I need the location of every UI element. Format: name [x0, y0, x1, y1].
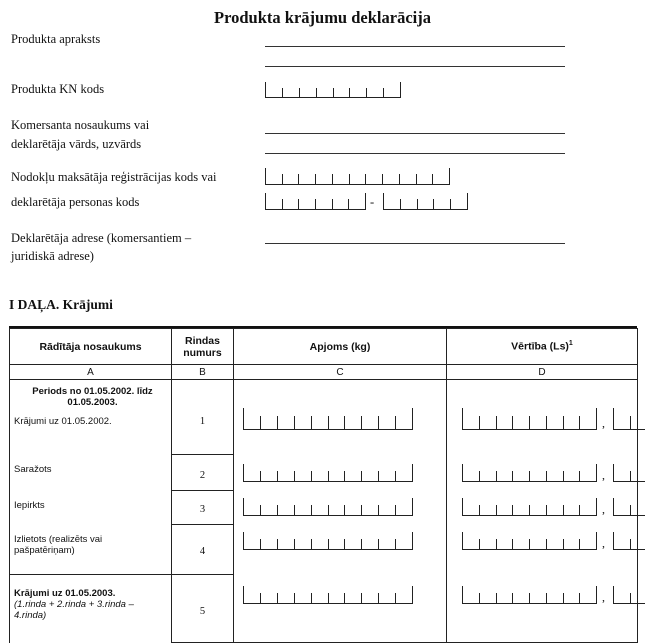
value-cents-4[interactable] — [613, 532, 645, 550]
volume-input-1[interactable] — [243, 408, 413, 430]
period-heading: Periods no 01.05.2002. līdz 01.05.2003. — [32, 386, 153, 408]
row-label-2: Saražots — [14, 464, 52, 475]
row-label-5: Krājumi uz 01.05.2003. (1.rinda + 2.rinda + 3.rinda – 4.rinda) — [14, 588, 134, 621]
merchant-name-label-1: Komersanta nosaukums vai — [11, 118, 150, 132]
row-number-2: 2 — [199, 470, 206, 481]
volume-input-5[interactable] — [243, 586, 413, 604]
row-label-3: Iepirkts — [14, 500, 45, 511]
product-description-line-2[interactable] — [265, 66, 565, 67]
column-letter-a: A — [10, 365, 172, 380]
tax-code-boxes[interactable] — [265, 168, 450, 185]
merchant-name-line-2[interactable] — [265, 153, 565, 154]
tax-code-label: Nodokļu maksātāja reģistrācijas kods vai — [11, 170, 217, 184]
section-title: I DAĻA. Krājumi — [9, 297, 113, 312]
value-input-1[interactable] — [462, 408, 597, 430]
personal-code-label: deklarētāja personas kods — [11, 195, 140, 209]
volume-input-3[interactable] — [243, 498, 413, 516]
decimal-separator-5: , — [602, 590, 605, 604]
row-number-5: 5 — [199, 606, 206, 617]
value-column — [447, 380, 638, 643]
value-cents-3[interactable] — [613, 498, 645, 516]
row-label-4: Izlietots (realizēts vai pašpatēriņam) — [14, 534, 103, 556]
address-label-1: Deklarētāja adrese (komersantiem – — [11, 231, 192, 245]
value-cents-5[interactable] — [613, 586, 645, 604]
decimal-separator-4: , — [602, 536, 605, 550]
decimal-separator-3: , — [602, 502, 605, 516]
value-cents-2[interactable] — [613, 464, 645, 482]
row-number-1: 1 — [199, 416, 206, 427]
product-description-label: Produkta apraksts — [11, 32, 101, 46]
indicator-column — [10, 380, 172, 643]
volume-input-2[interactable] — [243, 464, 413, 482]
personal-code-boxes-1[interactable] — [265, 193, 366, 210]
row-number-column — [172, 380, 234, 643]
volume-column — [234, 380, 447, 643]
value-input-5[interactable] — [462, 586, 597, 604]
value-input-2[interactable] — [462, 464, 597, 482]
value-cents-1[interactable] — [613, 408, 645, 430]
kn-code-boxes[interactable] — [265, 82, 401, 98]
row-label-1: Krājumi uz 01.05.2002. — [14, 416, 112, 427]
row-number-3: 3 — [199, 504, 206, 515]
decimal-separator-2: , — [602, 468, 605, 482]
personal-code-separator: - — [370, 195, 375, 209]
column-letter-d: D — [447, 365, 638, 380]
column-letter-c: C — [234, 365, 447, 380]
header-row-number: Rindas numurs — [172, 329, 234, 365]
column-letter-b: B — [172, 365, 234, 380]
merchant-name-line-1[interactable] — [265, 133, 565, 134]
row-number-4: 4 — [199, 546, 206, 557]
value-input-4[interactable] — [462, 532, 597, 550]
value-input-3[interactable] — [462, 498, 597, 516]
decimal-separator-1: , — [602, 416, 605, 430]
inventory-table — [9, 328, 638, 643]
volume-input-4[interactable] — [243, 532, 413, 550]
product-description-line-1[interactable] — [265, 46, 565, 47]
address-label-2: juridiskā adrese) — [11, 249, 94, 263]
personal-code-boxes-2[interactable] — [383, 193, 468, 210]
page-title: Produkta krājumu deklarācija — [214, 8, 431, 27]
kn-code-label: Produkta KN kods — [11, 82, 105, 96]
header-indicator: Rādītāja nosaukums — [10, 329, 172, 365]
merchant-name-label-2: deklarētāja vārds, uzvārds — [11, 137, 142, 151]
address-line[interactable] — [265, 243, 565, 244]
header-volume: Apjoms (kg) — [234, 329, 447, 365]
header-value: Vērtība $(Ls)^1$ — [447, 329, 638, 365]
